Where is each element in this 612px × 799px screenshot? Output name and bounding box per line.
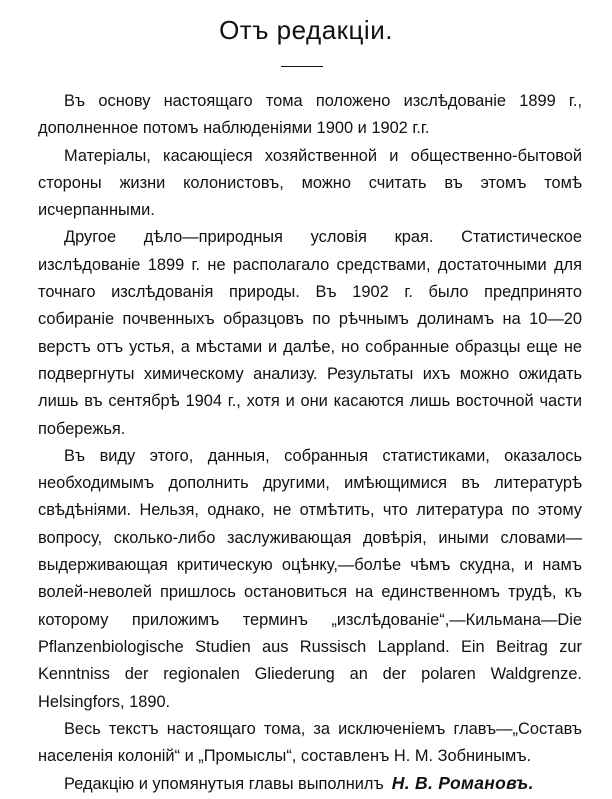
editor-signature: Н. В. Романовъ. [391, 773, 534, 794]
page-title: Отъ редакціи. [219, 15, 393, 45]
paragraph-5: Весь текстъ настоящаго тома, за исключеніемъ главъ—„Составъ населенія колоній“ и „Промыслы“, составленъ Н. М. Зобнинымъ. [38, 719, 582, 766]
paragraph-1: Въ основу настоящаго тома положено изслѣдованіе 1899 г., дополненное потомъ наблюденіями 1900 и 1902 г.г. [38, 92, 582, 138]
title-divider [281, 66, 323, 67]
closing-line [38, 770, 582, 798]
body-text [38, 88, 582, 799]
paragraph-2: Матеріалы, касающіеся хозяйственной и общественно-бытовой стороны жизни колонистовъ, можно считать въ этомъ томѣ исчерпанными. [38, 146, 582, 220]
closing-text: Редакцію и упомянутыя главы выполнилъ [64, 775, 384, 794]
paragraph-4: Въ виду этого, данныя, собранныя статистиками, оказалось необходимымъ дополнить другими, имѣющимися въ литературѣ свѣдѣніями. Нельзя, однако, не отмѣтить, что литература по этому вопросу, сколько-либо заслуживающая довѣрія, иными словами—выдерживающая критическую оцѣнку,—болѣе чѣмъ скудна, и намъ волей-неволей пришлось остановиться на единственномъ трудѣ, къ которому приложимъ терминъ „изслѣдованіе“,—Кильмана—Die Pflanzenbiologische Studien aus Russisch Lappland. Ein Beitrag zur Kenntniss der regionalen Gliederung an der polaren Waldgrenze. Helsingfors, 1890. [38, 446, 582, 711]
paragraph-3: Другое дѣло—природныя условія края. Статистическое изслѣдованіе 1899 г. не располагало средствами, достаточными для точнаго изслѣдованія природы. Въ 1902 г. было предпринято собираніе почвенныхъ образцовъ по рѣчнымъ долинамъ на 10—20 верстъ отъ устья, а мѣстами и далѣе, но собранные образцы еще не подвергнуты химическому анализу. Результаты ихъ можно ожидать лишь въ сентябрѣ 1904 г., хотя и они касаются лишь восточной части побережья. [38, 228, 582, 438]
